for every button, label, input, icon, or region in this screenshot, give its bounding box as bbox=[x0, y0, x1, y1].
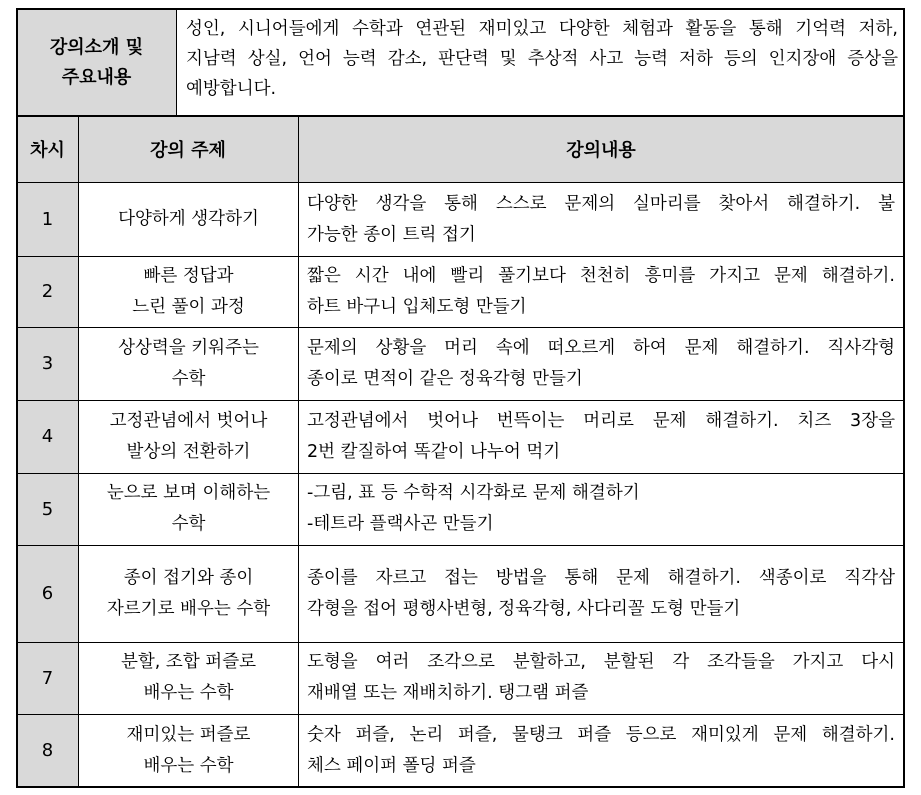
header-topic: 강의 주제 bbox=[150, 139, 226, 161]
session-content-line: 재배열 또는 재배치하기. 탱그램 퍼즐 bbox=[307, 683, 589, 703]
row-divider bbox=[16, 256, 905, 257]
row-divider bbox=[16, 327, 905, 328]
session-topic-line: 종이 접기와 종이 bbox=[123, 567, 254, 588]
session-content-line: 고정관념에서 벗어나 번뜩이는 머리로 문제 해결하기. 치즈 3장을 bbox=[307, 410, 895, 431]
intro-label bbox=[17, 10, 176, 115]
row-divider bbox=[16, 714, 905, 715]
session-content bbox=[307, 327, 895, 400]
session-topic-line: 분할, 조합 퍼즐로 bbox=[120, 652, 257, 672]
col-divider-2 bbox=[298, 116, 299, 787]
session-topic bbox=[79, 400, 298, 473]
session-content-line: 하트 바구니 입체도형 만들기 bbox=[307, 296, 527, 317]
intro-text-line-3: 예방합니다. bbox=[186, 79, 277, 99]
row-divider bbox=[16, 400, 905, 401]
row-divider bbox=[16, 642, 905, 643]
border-right bbox=[903, 8, 905, 788]
session-content-line: -그림, 표 등 수학적 시각화로 문제 해결하기 bbox=[307, 483, 640, 503]
session-topic-line: 상상력을 키워주는 bbox=[118, 337, 259, 358]
session-topic-line: 수학 bbox=[171, 368, 206, 389]
session-topic-line: 배우는 수학 bbox=[143, 755, 234, 776]
header-content: 강의내용 bbox=[566, 139, 636, 161]
session-content-line: 다양한 생각을 통해 스스로 문제의 실마리를 찾아서 해결하기. 불 bbox=[307, 193, 895, 214]
session-content-line: 짧은 시간 내에 빨리 풀기보다 천천히 흥미를 가지고 문제 해결하기. bbox=[307, 265, 895, 286]
session-content-line: 2번 칼질하여 똑같이 나누어 먹기 bbox=[307, 441, 561, 462]
session-content-line: 종이로 면적이 같은 정육각형 만들기 bbox=[307, 368, 583, 389]
session-topic bbox=[79, 327, 298, 400]
session-number: 5 bbox=[41, 498, 54, 520]
session-content bbox=[307, 545, 895, 642]
row-divider bbox=[16, 545, 905, 546]
session-topic-line: 고정관념에서 벗어나 bbox=[109, 410, 268, 431]
intro-bottom-line bbox=[16, 115, 905, 117]
row-divider bbox=[16, 473, 905, 474]
session-topic-line: 재미있는 퍼즐로 bbox=[126, 724, 251, 745]
session-topic-line: 배우는 수학 bbox=[143, 683, 234, 703]
border-left bbox=[16, 8, 18, 788]
intro-text bbox=[186, 14, 898, 104]
col-divider-1 bbox=[78, 116, 79, 787]
session-number: 8 bbox=[41, 740, 54, 761]
session-number: 3 bbox=[41, 353, 54, 374]
header-bottom-line bbox=[16, 182, 905, 183]
session-number: 2 bbox=[41, 281, 54, 302]
session-number: 7 bbox=[41, 667, 54, 689]
intro-label-line-1: 강의소개 및 bbox=[49, 36, 144, 58]
intro-text-line-2: 지남력 상실, 언어 능력 감소, 판단력 및 추상적 사고 능력 저하 등의 인지장애 증상을 bbox=[186, 49, 898, 69]
session-content-line: -테트라 플랙사곤 만들기 bbox=[307, 514, 494, 534]
session-content bbox=[307, 400, 895, 473]
session-content bbox=[307, 183, 895, 256]
header-session: 차시 bbox=[30, 139, 65, 161]
session-content-line: 가능한 종이 트릭 접기 bbox=[307, 224, 476, 245]
session-number: 1 bbox=[41, 209, 54, 230]
intro-text-line-1: 성인, 시니어들에게 수학과 연관된 재미있고 다양한 체험과 활동을 통해 기억력 저하, bbox=[186, 19, 898, 39]
session-topic bbox=[79, 256, 298, 327]
session-topic bbox=[79, 714, 298, 787]
session-topic-line: 느린 풀이 과정 bbox=[132, 296, 245, 317]
session-content-line: 문제의 상황을 머리 속에 떠오르게 하여 문제 해결하기. 직사각형 bbox=[307, 337, 895, 358]
session-content-line: 도형을 여러 조각으로 분할하고, 분할된 각 조각들을 가지고 다시 bbox=[307, 652, 895, 672]
session-topic-line: 발상의 전환하기 bbox=[126, 441, 251, 462]
border-top bbox=[16, 8, 905, 10]
session-topic bbox=[79, 183, 298, 256]
session-content bbox=[307, 714, 895, 787]
session-topic bbox=[79, 473, 298, 545]
session-topic-line: 자르기로 배우는 수학 bbox=[106, 598, 271, 619]
session-content-line: 체스 페이퍼 폴딩 퍼즐 bbox=[307, 755, 476, 776]
session-number: 4 bbox=[41, 426, 54, 447]
session-content bbox=[307, 642, 895, 714]
session-content bbox=[307, 473, 895, 545]
session-content-line: 숫자 퍼즐, 논리 퍼즐, 물탱크 퍼즐 등으로 재미있게 문제 해결하기. bbox=[307, 724, 895, 745]
session-topic-line: 다양하게 생각하기 bbox=[118, 209, 259, 229]
session-topic-line: 수학 bbox=[171, 514, 206, 534]
intro-label-line-2: 주요내용 bbox=[61, 66, 132, 88]
session-content-line: 각형을 접어 평행사변형, 정육각형, 사다리꼴 도형 만들기 bbox=[307, 598, 741, 619]
session-content-line: 종이를 자르고 접는 방법을 통해 문제 해결하기. 색종이로 직각삼 bbox=[307, 567, 895, 588]
session-number: 6 bbox=[41, 583, 54, 604]
intro-divider bbox=[176, 8, 177, 116]
session-topic-line: 빠른 정답과 bbox=[143, 265, 234, 286]
session-content bbox=[307, 256, 895, 327]
border-bottom bbox=[16, 786, 905, 788]
session-topic bbox=[79, 545, 298, 642]
session-topic bbox=[79, 642, 298, 714]
session-topic-line: 눈으로 보며 이해하는 bbox=[106, 483, 271, 503]
